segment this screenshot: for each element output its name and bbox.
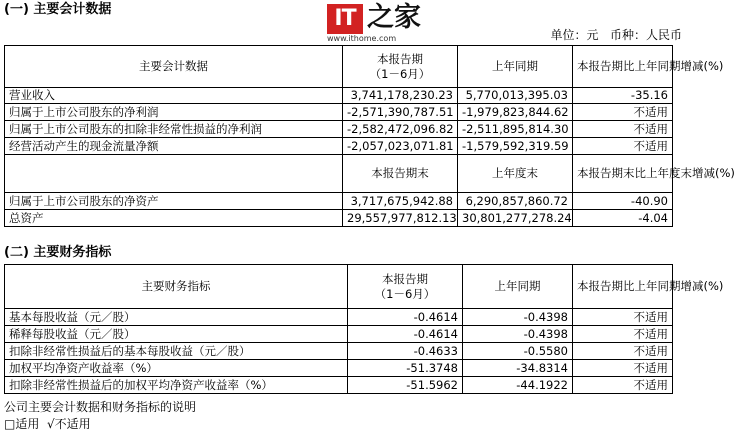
row-prior: -1,979,823,844.62 xyxy=(458,104,573,121)
table-row xyxy=(5,210,673,227)
header-item: 主要会计数据 xyxy=(5,46,343,88)
row-label: 稀释每股收益（元／股） xyxy=(5,326,348,343)
row-prior: -34.8314 xyxy=(463,360,573,377)
row-prior: 6,290,857,860.72 xyxy=(458,193,573,210)
row-change: 不适用 xyxy=(573,309,673,326)
row-change: 不适用 xyxy=(573,326,673,343)
row-prior: -44.1922 xyxy=(463,377,573,394)
table-header-row xyxy=(5,46,673,88)
row-change: -4.04 xyxy=(573,210,673,227)
header-change: 本报告期比上年同期增减(%) xyxy=(573,265,673,309)
row-change: 不适用 xyxy=(573,343,673,360)
table-row xyxy=(5,88,673,104)
row-prior: -1,579,592,319.59 xyxy=(458,138,573,155)
table-row xyxy=(5,104,673,121)
row-label: 基本每股收益（元／股） xyxy=(5,309,348,326)
table-header-row xyxy=(5,265,673,309)
accounting-data-table xyxy=(4,45,735,227)
row-current: -2,582,472,096.82 xyxy=(343,121,458,138)
row-current: -51.3748 xyxy=(348,360,463,377)
table-row xyxy=(5,138,673,155)
subheader-change: 本报告期末比上年度末增减(%) xyxy=(573,155,673,193)
header-current: 本报告期 （1－6月） xyxy=(348,265,463,309)
header-item: 主要财务指标 xyxy=(5,265,348,309)
row-prior: -2,511,895,814.30 xyxy=(458,121,573,138)
row-current: -0.4614 xyxy=(348,309,463,326)
row-label: 扣除非经常性损益后的加权平均净资产收益率（%） xyxy=(5,377,348,394)
row-prior: -0.4398 xyxy=(463,326,573,343)
subheader-prior: 上年度末 xyxy=(458,155,573,193)
footer-note: 公司主要会计数据和财务指标的说明 xyxy=(4,400,197,414)
row-label: 归属于上市公司股东的扣除非经常性损益的净利润 xyxy=(5,121,343,138)
row-change: -40.90 xyxy=(573,193,673,210)
table-row xyxy=(5,343,673,360)
header-prior: 上年同期 xyxy=(458,46,573,88)
row-change: 不适用 xyxy=(573,138,673,155)
row-current: -0.4614 xyxy=(348,326,463,343)
row-current: 29,557,977,812.13 xyxy=(343,210,458,227)
row-current: -51.5962 xyxy=(348,377,463,394)
unit-currency-line: 单位：元 币种：人民币 xyxy=(550,28,682,42)
logo-chinese-text: 之家 xyxy=(367,2,421,33)
section2-title: (二) 主要财务指标 xyxy=(4,245,112,260)
table-row xyxy=(5,326,673,343)
table-subheader-row xyxy=(5,155,673,193)
row-label: 归属于上市公司股东的净利润 xyxy=(5,104,343,121)
financial-indicators-table xyxy=(4,264,724,394)
row-change: 不适用 xyxy=(573,104,673,121)
row-label: 经营活动产生的现金流量净额 xyxy=(5,138,343,155)
table-row xyxy=(5,360,673,377)
row-prior: 30,801,277,278.24 xyxy=(458,210,573,227)
row-label: 营业收入 xyxy=(5,88,343,104)
header-current: 本报告期 （1－6月） xyxy=(343,46,458,88)
row-change: -35.16 xyxy=(573,88,673,104)
row-change: 不适用 xyxy=(573,360,673,377)
row-current: 3,717,675,942.88 xyxy=(343,193,458,210)
logo-url: www.ithome.com xyxy=(327,34,397,43)
ithome-logo xyxy=(327,4,427,44)
header-change: 本报告期比上年同期增减(%) xyxy=(573,46,673,88)
header-prior: 上年同期 xyxy=(463,265,573,309)
row-label: 扣除非经常性损益后的基本每股收益（元／股） xyxy=(5,343,348,360)
row-change: 不适用 xyxy=(573,377,673,394)
row-prior: 5,770,013,395.03 xyxy=(458,88,573,104)
row-label: 加权平均净资产收益率（%） xyxy=(5,360,348,377)
row-current: -2,057,023,071.81 xyxy=(343,138,458,155)
row-current: -0.4633 xyxy=(348,343,463,360)
table-row xyxy=(5,193,673,210)
table-row xyxy=(5,121,673,138)
row-current: 3,741,178,230.23 xyxy=(343,88,458,104)
row-change: 不适用 xyxy=(573,121,673,138)
row-prior: -0.4398 xyxy=(463,309,573,326)
subheader-current: 本报告期末 xyxy=(343,155,458,193)
row-label: 归属于上市公司股东的净资产 xyxy=(5,193,343,210)
row-label: 总资产 xyxy=(5,210,343,227)
logo-it-mark: IT xyxy=(327,4,363,34)
section1-title: (一) 主要会计数据 xyxy=(4,2,112,17)
subheader-blank xyxy=(5,155,343,193)
footer-options: □适用 √不适用 xyxy=(4,417,91,431)
row-current: -2,571,390,787.51 xyxy=(343,104,458,121)
table-row xyxy=(5,377,673,394)
row-prior: -0.5580 xyxy=(463,343,573,360)
table-row xyxy=(5,309,673,326)
